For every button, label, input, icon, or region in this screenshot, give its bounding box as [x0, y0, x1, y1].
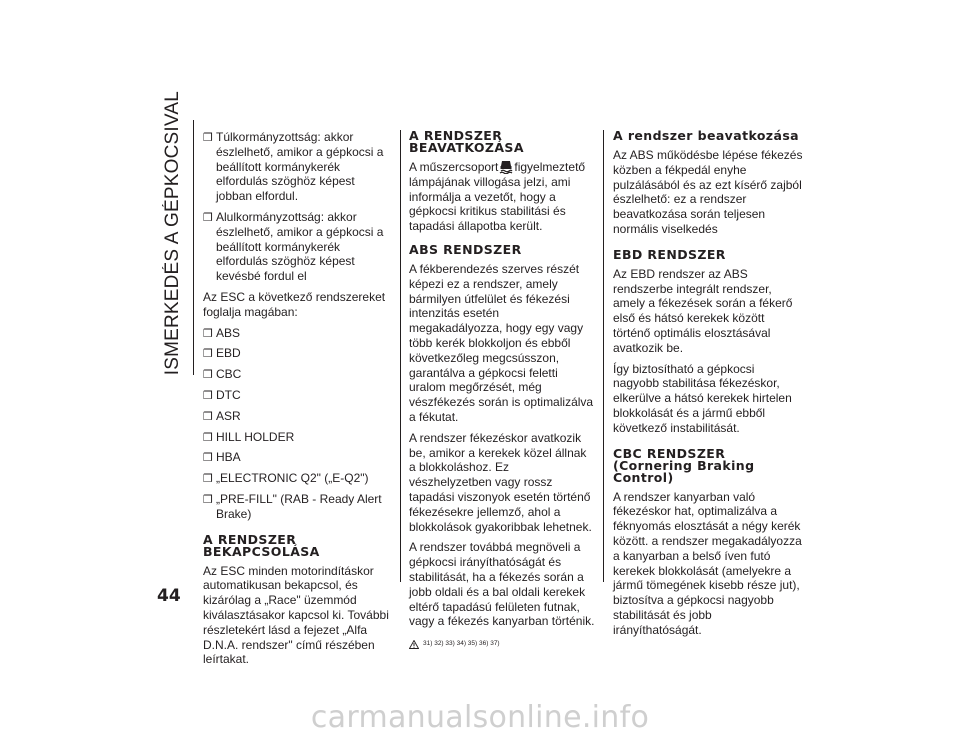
paragraph: Az ABS működésbe lépése fékezés közben a fékpedál enyhe pulzálásából és az ezt kísérő zajból észlelhető: ez a rendszer beavatkozása során teljesen normális viselkedés	[613, 148, 803, 236]
paragraph: Az EBD rendszer az ABS rendszerbe integrált rendszer, amely a fékezések során a fékerő első és hátsó kerekek között történő optimális elosztásával avatkozik be.	[613, 266, 793, 355]
checkbox-bullet-icon: ❒	[203, 431, 213, 444]
list-item: ❒ Túlkormányzottság: akkor észlelhető, amikor a gépkocsi a beállított kormánykerék elfordulás szöghöz képest jobban elfordul.	[203, 130, 384, 204]
list-item: ❒ „PRE-FILL" (RAB - Ready Alert Brake)	[203, 491, 382, 521]
checkbox-bullet-icon: ❒	[203, 211, 213, 224]
column-divider-1	[400, 130, 401, 582]
list-item: ❒ DTC	[203, 387, 241, 402]
page-number: 44	[157, 586, 181, 606]
checkbox-bullet-icon: ❒	[203, 348, 213, 361]
section-heading: A RENDSZER BEAVATKOZÁSA	[409, 128, 524, 155]
section-heading: EBD RENDSZER	[613, 246, 726, 262]
section-heading: A rendszer beavatkozása	[613, 128, 799, 143]
list-item: ❒ Alulkormányzottság: akkor észlelhető, amikor a gépkocsi a beállított kormánykerék elfordulás szöghöz képest kevésbé fordul el	[203, 209, 384, 284]
side-divider	[193, 120, 194, 375]
checkbox-bullet-icon: ❒	[203, 369, 213, 382]
paragraph: Az ESC minden motorindításkor automatikusan bekapcsol, és kizárólag a „Race" üzemmód kiválasztásakor kapcsol ki. További részletekért lásd a fejezet „Alfa D.N.A. rendszer" című részében leírtakat.	[203, 563, 389, 667]
paragraph: A rendszer továbbá megnöveli a gépkocsi irányíthatóságát és stabilitását, ha a fékezés során a jobb oldali és a bal oldali kerekek eltérő tapadású felületen futnak, vagy a fékezés kanyarban történik.	[409, 540, 595, 629]
list-item: ❒ ASR	[203, 408, 241, 423]
section-side-title	[158, 90, 188, 375]
list-item: ❒ EBD	[203, 346, 241, 361]
column-divider-2	[603, 130, 604, 582]
list-item: ❒ „ELECTRONIC Q2" („E-Q2")	[203, 471, 369, 486]
section-heading: A RENDSZER BEKAPCSOLÁSA	[203, 531, 320, 559]
list-item: ❒ HBA	[203, 450, 241, 465]
list-item: ❒ CBC	[203, 367, 242, 382]
checkbox-bullet-icon: ❒	[203, 410, 213, 423]
side-title-text: ISMERKEDÉS A GÉPKOCSIVAL	[162, 90, 183, 375]
paragraph: Így biztosítható a gépkocsi nagyobb stabilitása fékezéskor, elkerülve a hátsó kerekek hirtelen blokkolását és a jármű ebből következő instabilitását.	[613, 361, 792, 435]
section-heading: ABS RENDSZER	[409, 241, 522, 257]
checkbox-bullet-icon: ❒	[203, 452, 213, 465]
column-2	[409, 130, 595, 652]
paragraph: A fékberendezés szerves részét képezi ez a rendszer, amely bármilyen útfelület és fékezési intenzitás esetén megakadályozza, hogy egy vagy több kerék blokkoljon és ebből következőleg megcsússzon, garantálva a gépkocsi feletti uralom megőrzését, még vészfékezés során is optimalizálva a fékutat.	[409, 261, 594, 424]
site-watermark: carmanualsonline.info	[310, 700, 650, 735]
section-heading: CBC RENDSZER (Cornering Braking Control)	[613, 445, 755, 485]
paragraph: A műszercsoport figyelmeztető lámpájának villogása jelzi, ami informálja a vezetőt, hogy a gépkocsi kritikus stabilitási és tapadási állapotba került.	[409, 160, 586, 234]
list-item: ❒ ABS	[203, 325, 241, 340]
warning-references: 31) 32) 33) 34) 35) 36) 37)	[409, 637, 595, 652]
checkbox-bullet-icon: ❒	[203, 493, 213, 506]
paragraph: A rendszer kanyarban való fékezéskor hat, optimalizálva a féknyomás elosztását a négy kerék között. a rendszer megakadályozza a kanyarban a belső íven futó kerekek blokkolását (amelyekre a jármű tömegének kisebb része jut), biztosítva a gépkocsi nagyobb stabilitását és jobb irányíthatóságát.	[613, 489, 802, 637]
column-3	[613, 130, 803, 644]
checkbox-bullet-icon: ❒	[203, 132, 213, 144]
checkbox-bullet-icon: ❒	[203, 473, 213, 486]
systems-intro: Az ESC a következő rendszereket foglalja magában:	[203, 289, 386, 319]
column-1	[203, 130, 391, 673]
list-item: ❒ HILL HOLDER	[203, 429, 295, 444]
checkbox-bullet-icon: ❒	[203, 327, 213, 340]
checkbox-bullet-icon: ❒	[203, 389, 213, 402]
warning-triangle-icon	[409, 640, 419, 649]
esc-warning-light-icon	[499, 160, 513, 174]
paragraph: A rendszer fékezéskor avatkozik be, amikor a kerekek közel állnak a blokkoláshoz. Ez vészhelyzetben vagy rossz tapadási viszonyok esetén történő fékezésekre jellemző, ahol a blokkolások gyakoribbak lehetnek.	[409, 430, 592, 534]
